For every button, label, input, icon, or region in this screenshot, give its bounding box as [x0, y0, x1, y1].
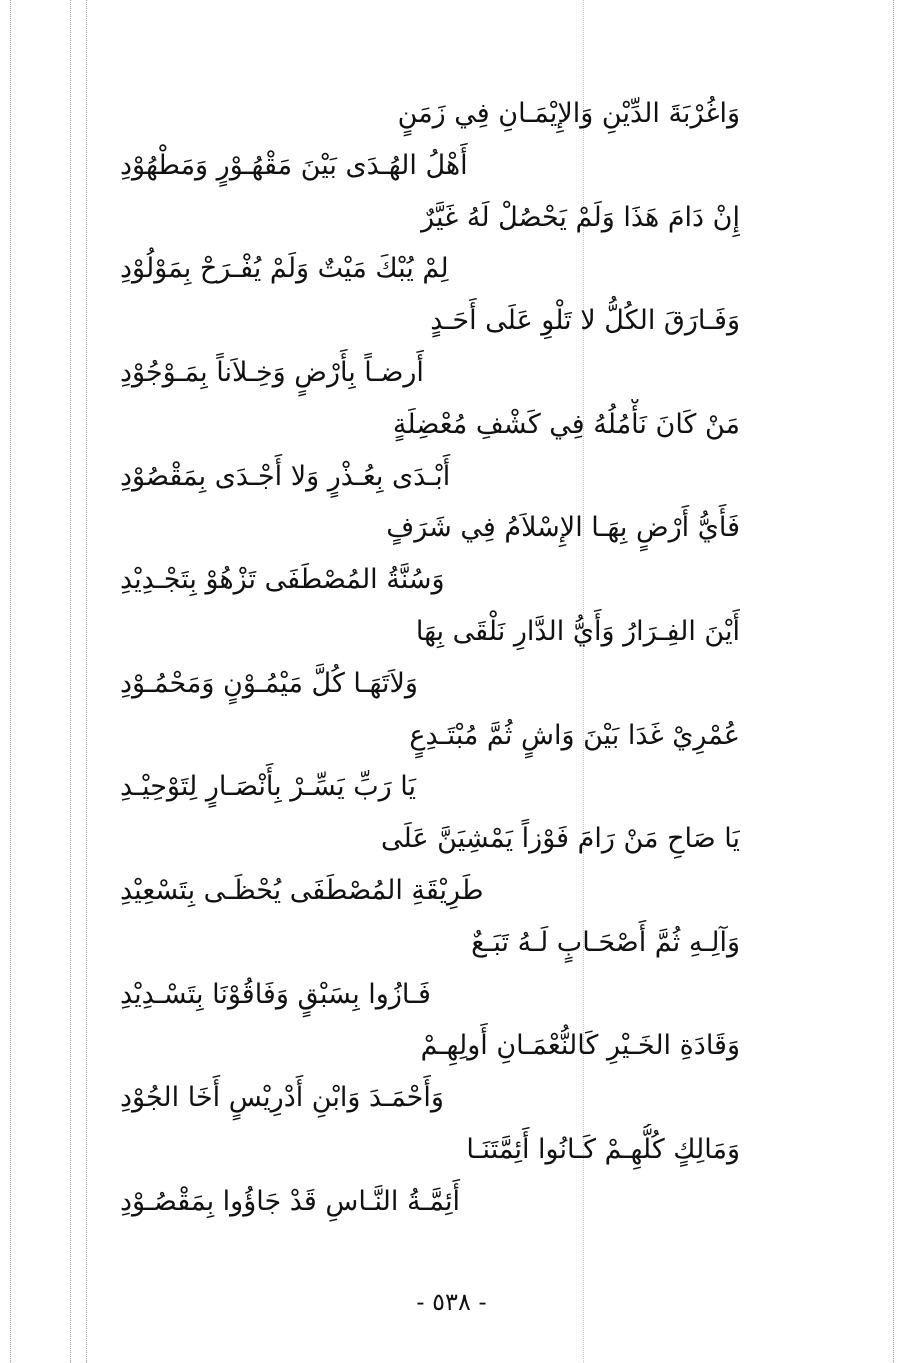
verse-first-hemistich: يَا صَاحِ مَنْ رَامَ فَوْزاً يَمْشِيَنَّ عَلَى [381, 823, 740, 855]
verse-second-hemistich [120, 140, 740, 192]
verse-text: أَئِمَّـةُ النَّـاسِ قَدْ جَاؤُوا بِمَقْصُـوْدِ [120, 1185, 460, 1217]
verse-first-hemistich: عُمْرِيْ غَدَا بَيْنَ وَاشٍ ثُمَّ مُبْتَـدِعٍ [409, 719, 740, 751]
verse-text: فَـازُوا بِسَبْقٍ وَفَاقُوْنَا بِتَسْـدِيْدِ [120, 978, 431, 1010]
verse-first-hemistich: وَآلِـهِ ثُمَّ أَصْحَـابٍ لَـهُ تَبَـعٌ [471, 926, 740, 958]
verse-text: وَأَحْمَـدَ وَابْنِ أَدْرِيْسٍ أَخَا الجُوْدِ [120, 1082, 444, 1114]
verse-first-hemistich: أَيْنَ الفِـرَارُ وَأَيُّ الدَّارِ نَلْقَى بِهَا [415, 615, 740, 647]
verse-second-hemistich [120, 761, 740, 813]
verse-first-hemistich: وَمَالِكٍ كُلُّهِـمْ كَـانُوا أَئِمَّتَنَـا [466, 1133, 740, 1165]
verse-first-hemistich: وَقَادَةِ الخَـيْرِ كَالنُّعْمَـانِ أَولِهِـمْ [420, 1030, 740, 1062]
verse-text: لِمْ يُبْكَ مَيْتٌ وَلَمْ يُفْـرَحْ بِمَوْلُوْدِ [120, 253, 449, 285]
verse-text: طَرِيْقَةِ المُصْطَفَى يُحْظَـى بِتَسْعِيْدِ [120, 874, 484, 906]
verse-second-hemistich [120, 243, 740, 295]
scan-edge-line [893, 0, 894, 1363]
verse-second-hemistich [120, 347, 740, 399]
verse-second-hemistich [120, 969, 740, 1021]
verse-first-hemistich: إِنْ دَامَ هَذَا وَلَمْ يَحْصُلْ لَهُ غَيَّرٌ [421, 201, 740, 233]
verse-text: أَرضـاً بِأَرْضٍ وَخِـلاَناً بِمَـوْجُوْدِ [120, 356, 424, 388]
verse-text: أَبْـدَى بِعُـذْرٍ وَلا أَجْـدَى بِمَقْصُوْدِ [120, 460, 451, 492]
verse-first-hemistich: مَنْ كَانَ نَأْمُلُهُ فِي كَشْفِ مُعْضِلَةٍ [392, 408, 740, 440]
scan-edge-line [70, 0, 71, 1363]
verse-second-hemistich [120, 1072, 740, 1124]
verse-second-hemistich [120, 865, 740, 917]
verse-first-hemistich: وَاغُرْبَةَ الدِّيْنِ وَالإِيْمَـانِ فِي زَمَنٍ [397, 98, 740, 129]
scan-edge-line [10, 0, 11, 1363]
verse-text: أَهْلُ الهُـدَى بَيْنَ مَقْهُـوْرٍ وَمَطْهُوْدِ [120, 149, 468, 181]
verse-text: يَا رَبِّ يَسِّـرْ بِأَنْصَـارٍ لِتَوْحِيْـدِ [120, 771, 417, 803]
verse-second-hemistich [120, 451, 740, 503]
scan-edge-line [86, 0, 87, 1363]
verse-text: وَسُنَّةُ المُصْطَفَى تَزْهُوْ بِتَجْـدِيْدِ [120, 564, 445, 596]
verse-second-hemistich [120, 1176, 740, 1228]
verse-second-hemistich [120, 554, 740, 606]
verse-first-hemistich: فَأَيُّ أَرْضٍ بِهَـا الإِسْلاَمُ فِي شَرَفٍ [386, 512, 740, 544]
poem-body [120, 88, 740, 1228]
page-number: - ٥٣٨ - [416, 1288, 487, 1316]
verse-second-hemistich [120, 658, 740, 710]
verse-text: وَلاَتَهَـا كُلَّ مَيْمُـوْنٍ وَمَحْمُـوْدِ [120, 667, 418, 699]
verse-first-hemistich: وَفَـارَقَ الكُلُّ لا تَلْوِ عَلَى أَحَـدٍ [430, 305, 740, 337]
